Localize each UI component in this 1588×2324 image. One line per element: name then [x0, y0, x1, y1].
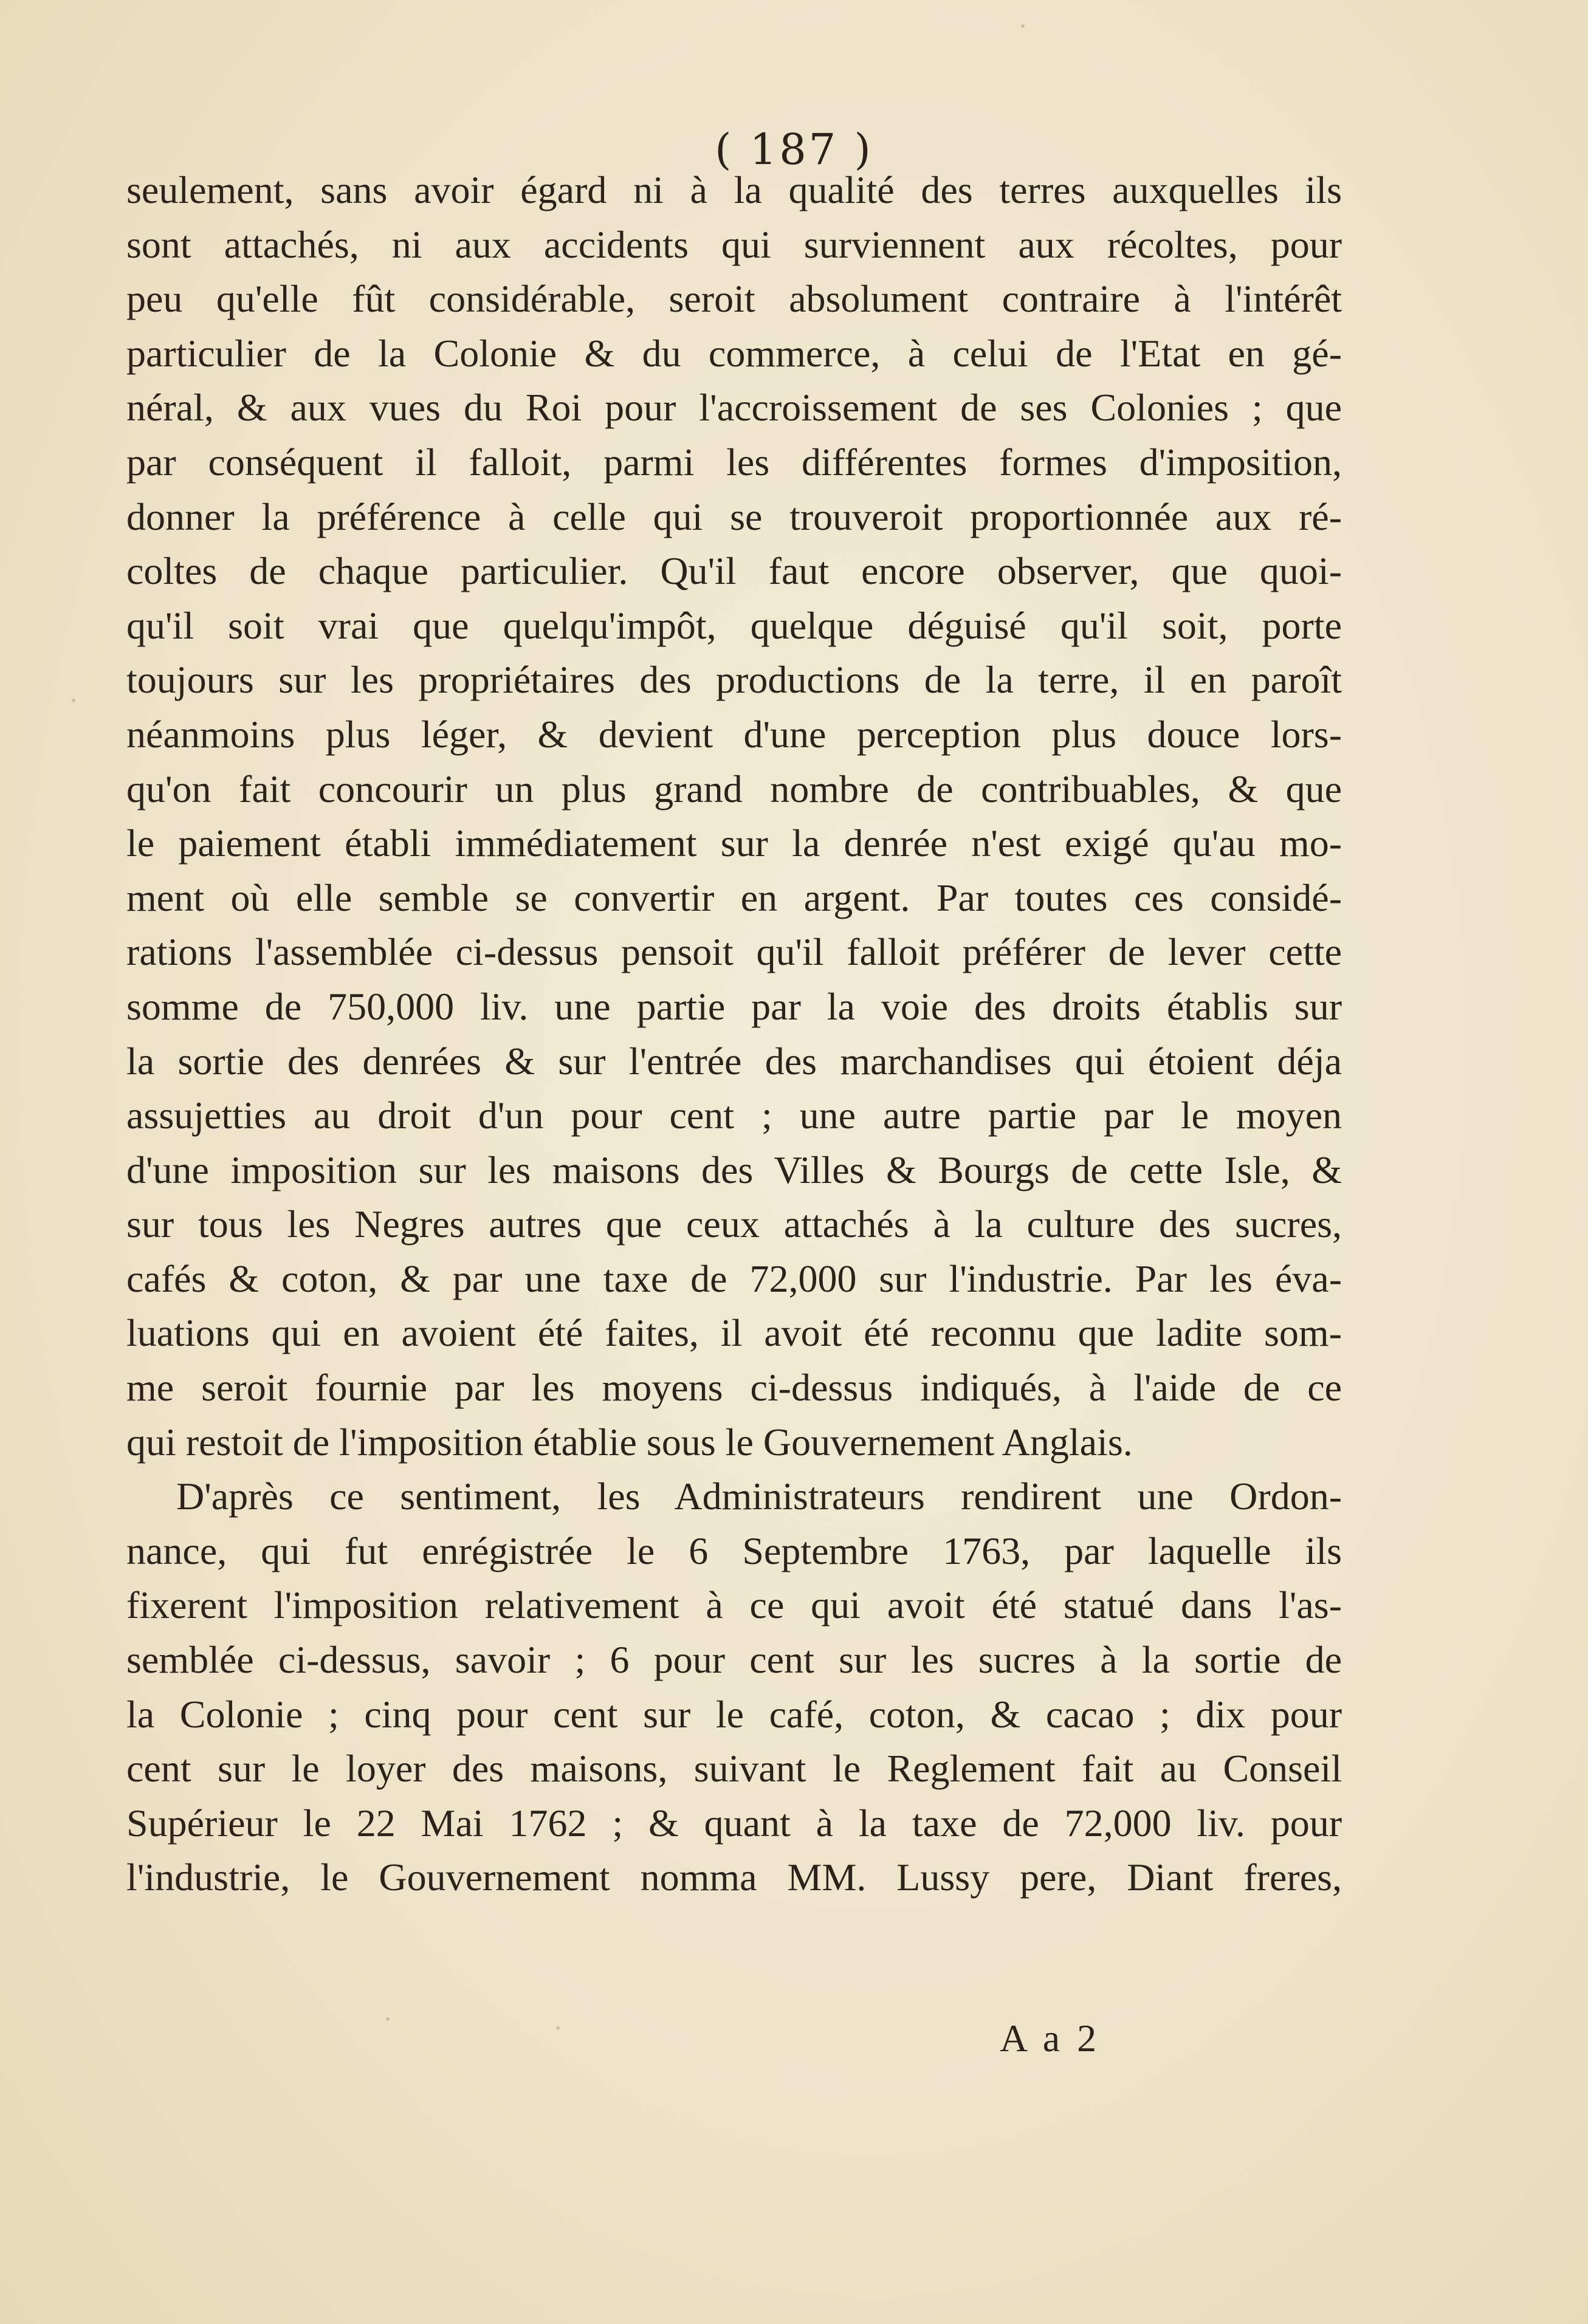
text-line: peu qu'elle fût considérable, seroit absolument contraire à l'intérêt — [126, 277, 1342, 321]
text-line: sont attachés, ni aux accidents qui surviennent aux récoltes, pour — [126, 222, 1342, 266]
text-line: rations l'assemblée ci-dessus pensoit qu'il falloit préférer de lever cette — [126, 930, 1342, 974]
paragraph — [126, 163, 1342, 1469]
text-line: assujetties au droit d'un pour cent ; une autre partie par le moyen — [126, 1094, 1342, 1137]
text-line: néanmoins plus léger, & devient d'une perception plus douce lors- — [126, 712, 1342, 756]
text-line: la sortie des denrées & sur l'entrée des marchandises qui étoient déja — [126, 1039, 1342, 1083]
text-line: l'industrie, le Gouvernement nomma MM. Lussy pere, Diant freres, — [126, 1856, 1342, 1899]
signature-mark: A a 2 — [1000, 2017, 1101, 2060]
text-line: somme de 750,000 liv. une partie par la voie des droits établis sur — [126, 984, 1342, 1028]
paper-speck — [556, 2026, 560, 2030]
text-line: d'une imposition sur les maisons des Villes & Bourgs de cette Isle, & — [126, 1148, 1342, 1191]
text-line: me seroit fournie par les moyens ci-dessus indiqués, à l'aide de ce — [126, 1366, 1342, 1410]
text-line: toujours sur les propriétaires des productions de la terre, il en paroît — [126, 658, 1342, 702]
text-line: luations qui en avoient été faites, il avoit été reconnu que ladite som- — [126, 1311, 1342, 1355]
text-line: semblée ci-dessus, savoir ; 6 pour cent sur les sucres à la sortie de — [126, 1638, 1342, 1682]
text-line: qu'on fait concourir un plus grand nombre de contribuables, & que — [126, 767, 1342, 811]
text-line: nance, qui fut enrégistrée le 6 Septembre 1763, par laquelle ils — [126, 1529, 1342, 1572]
text-line: qu'il soit vrai que quelqu'impôt, quelque déguisé qu'il soit, porte — [126, 603, 1342, 647]
text-line: ment où elle semble se convertir en argent. Par toutes ces considé- — [126, 876, 1342, 919]
text-line: seulement, sans avoir égard ni à la qualité des terres auxquelles ils — [126, 168, 1342, 211]
text-line: la Colonie ; cinq pour cent sur le café, coton, & cacao ; dix pour — [126, 1692, 1342, 1736]
text-line: D'après ce sentiment, les Administrateurs rendirent une Ordon- — [176, 1475, 1342, 1518]
text-line: donner la préférence à celle qui se trouveroit proportionnée aux ré- — [126, 495, 1342, 538]
text-line: néral, & aux vues du Roi pour l'accroissement de ses Colonies ; que — [126, 386, 1342, 430]
paper-speck — [386, 2017, 390, 2021]
text-line: cent sur le loyer des maisons, suivant le Reglement fait au Conseil — [126, 1747, 1342, 1791]
text-line: cafés & coton, & par une taxe de 72,000 sur l'industrie. Par les éva- — [126, 1256, 1342, 1300]
text-line: le paiement établi immédiatement sur la denrée n'est exigé qu'au mo- — [126, 821, 1342, 865]
text-line: coltes de chaque particulier. Qu'il faut encore observer, que quoi- — [126, 549, 1342, 593]
text-line: particulier de la Colonie & du commerce, à celui de l'Etat en gé- — [126, 331, 1342, 375]
text-line: fixerent l'imposition relativement à ce qui avoit été statué dans l'as- — [126, 1583, 1342, 1627]
text-line: par conséquent il falloit, parmi les différentes formes d'imposition, — [126, 440, 1342, 484]
paragraph — [126, 1469, 1342, 1905]
text-line: sur tous les Negres autres que ceux attachés à la culture des sucres, — [126, 1202, 1342, 1246]
paper-speck — [1021, 24, 1025, 28]
text-line: qui restoit de l'imposition établie sous le Gouvernement Anglais. — [126, 1420, 1133, 1464]
page-number: ( 187 ) — [715, 125, 873, 174]
text-line: Supérieur le 22 Mai 1762 ; & quant à la taxe de 72,000 liv. pour — [126, 1801, 1342, 1845]
paper-speck — [72, 699, 75, 702]
body-text — [126, 163, 1342, 1905]
